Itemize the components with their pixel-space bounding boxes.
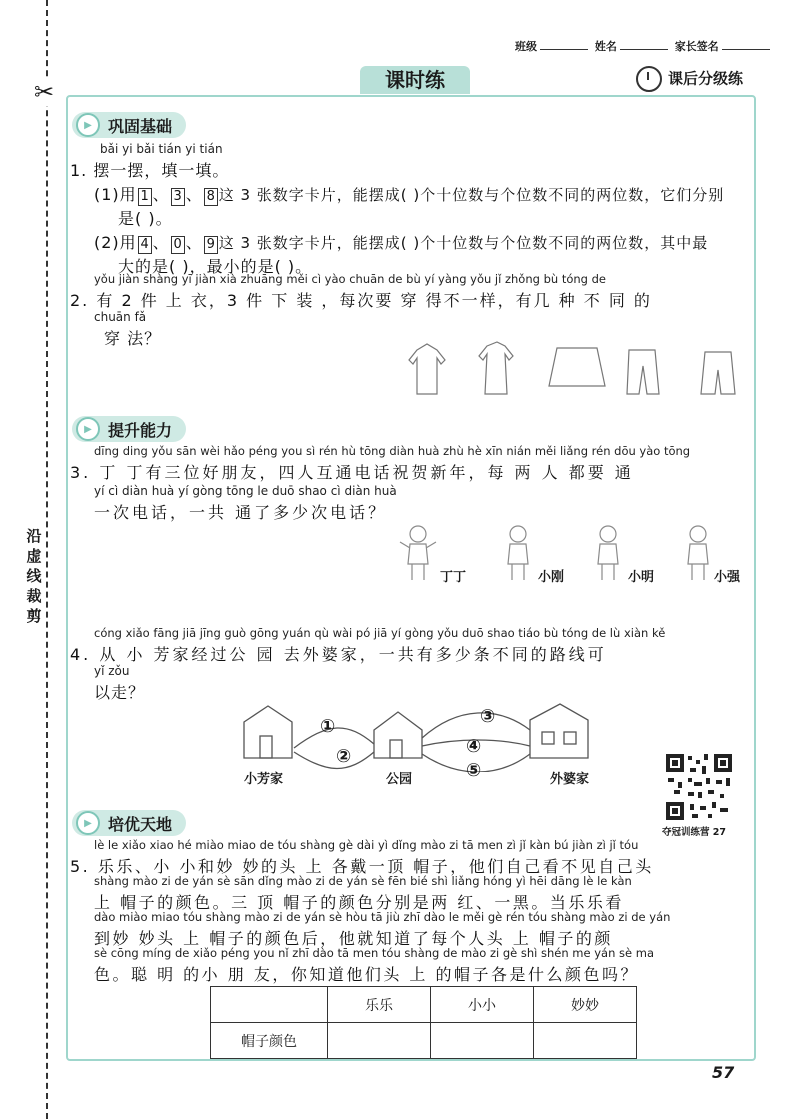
q4-line1: 4. 从 小 芳家经过公 园 去外婆家，一共有多少条不同的路线可 — [70, 645, 607, 664]
section-header-improve: ▶ 提升能力 — [72, 416, 186, 442]
class-label: 班级 — [515, 40, 537, 53]
q5-line2: 上 帽子的颜色。三 顶 帽子的颜色分别是两 红、一黑。当乐乐看 — [94, 893, 624, 912]
place-label: 外婆家 — [550, 772, 590, 787]
q5-line1: 5. 乐乐、小 小和妙 妙的头 上 各戴一顶 帽子，他们自己看不见自己头 — [70, 857, 654, 876]
place-label: 公园 — [386, 772, 413, 787]
route-map — [238, 702, 608, 772]
answer-cell[interactable] — [328, 1023, 431, 1059]
digit-card: 1 — [138, 188, 152, 206]
answer-cell[interactable] — [534, 1023, 637, 1059]
house-icon — [530, 704, 588, 758]
q1-part1-answer[interactable]: 是( )。 — [118, 209, 173, 228]
header-fields — [515, 38, 773, 54]
q1-part2: (2)用 4 、 0 、 9 这 3 张数字卡片，能摆成( )个十位数与个位数不同的两位数，其中最 — [94, 233, 709, 252]
qr-code[interactable] — [664, 752, 734, 822]
q1-part2-answer[interactable]: 大的是( )，最小的是( )。 — [118, 257, 313, 276]
class-field[interactable] — [540, 39, 588, 50]
friend-name: 小明 — [628, 570, 655, 585]
route-number: ④ — [466, 736, 482, 757]
q5-pinyin1: lè le xiǎo xiao hé miào miao de tóu shàng gè dài yì dǐng mào zi tā men zì jǐ kàn bú jiàn zì jǐ tóu — [94, 838, 639, 852]
digit-card: 4 — [138, 236, 152, 254]
row-label: 帽子颜色 — [211, 1023, 328, 1059]
q3-line1: 3. 丁 丁有三位好朋友，四人互通电话祝贺新年，每 两 人 都要 通 — [70, 463, 634, 482]
play-icon: ▶ — [76, 417, 100, 441]
alarm-clock-icon — [636, 66, 662, 92]
cut-instruction: 沿虚线裁剪 — [24, 526, 44, 626]
trousers-icon — [701, 352, 735, 394]
q2-pinyin: yǒu jiàn shàng yī jiàn xià zhuāng měi cì yào chuān de bù yí yàng yǒu jǐ zhǒng bù tóng de — [94, 272, 606, 286]
parent-label: 家长签名 — [674, 40, 719, 53]
q2-line2: 穿 法？ — [104, 329, 162, 348]
q4-pinyin2: yǐ zǒu — [94, 664, 130, 678]
friend-name: 小强 — [714, 570, 741, 585]
q5-line3: 到妙 妙头 上 帽子的颜色后，他就知道了每个人头 上 帽子的颜 — [94, 929, 613, 948]
tier-label: 课后分级练 — [636, 66, 743, 92]
q1-part1: (1)用 1 、 3 、 8 这 3 张数字卡片，能摆成( )个十位数与个位数不同的两位数，它们分别 — [94, 185, 725, 204]
table-header-cell — [211, 987, 328, 1023]
q2-line1: 2. 有 2 件 上 衣，3 件 下 装 ，每次要 穿 得不一样，有几 种 不 同 的 — [70, 291, 652, 310]
house-icon — [244, 706, 292, 758]
skirt-icon — [549, 348, 605, 386]
q2-pinyin2: chuān fǎ — [94, 310, 147, 324]
place-label: 小芳家 — [244, 772, 284, 787]
route-path — [422, 713, 530, 738]
friend-name: 丁丁 — [440, 570, 467, 585]
pants-icon — [627, 350, 659, 394]
scissors-icon: ✂ — [34, 78, 55, 106]
route-path — [294, 752, 374, 769]
digit-card: 8 — [204, 188, 218, 206]
route-number: ③ — [480, 706, 496, 727]
route-number: ② — [336, 746, 352, 767]
answer-cell[interactable] — [431, 1023, 534, 1059]
section-header-basics: ▶ 巩固基础 — [72, 112, 186, 138]
qr-caption: 夺冠训练营 27 — [662, 827, 727, 838]
play-icon: ▶ — [76, 811, 100, 835]
q4-line2: 以走？ — [94, 683, 146, 702]
house-icon — [374, 712, 422, 758]
q3-line2: 一次电话，一共 通了多少次电话？ — [94, 503, 388, 522]
table-row — [211, 987, 637, 1023]
friend-name: 小刚 — [538, 570, 565, 585]
route-number: ⑤ — [466, 760, 482, 781]
name-label: 姓名 — [594, 40, 617, 53]
q3-pinyin2: yí cì diàn huà yí gòng tōng le duō shao cì diàn huà — [94, 484, 397, 498]
q5-pinyin2: shàng mào zi de yán sè sān dǐng mào zi de yán sè fēn bié shì liǎng hóng yì hēi dāng lè le kàn — [94, 874, 632, 888]
play-icon: ▶ — [76, 113, 100, 137]
q5-line4: 色。聪 明 的小 朋 友，你知道他们头 上 的帽子各是什么颜色吗？ — [94, 965, 640, 984]
hat-color-table — [210, 986, 637, 1059]
table-row — [211, 1023, 637, 1059]
name-field[interactable] — [620, 39, 668, 50]
digit-card: 0 — [171, 236, 185, 254]
table-header-cell: 妙妙 — [534, 987, 637, 1023]
clothes-illustration — [405, 340, 750, 398]
q4-pinyin: cóng xiǎo fāng jiā jīng guò gōng yuán qù wài pó jiā yí gòng yǒu duō shao tiáo bù tóng de lù xiàn kě — [94, 626, 666, 640]
table-header-cell: 小小 — [431, 987, 534, 1023]
q3-pinyin: dīng ding yǒu sān wèi hǎo péng you sì rén hù tōng diàn huà zhù hè xīn nián měi liǎng rén dōu yào tōng — [94, 444, 691, 458]
page-number: 57 — [712, 1063, 735, 1082]
q1-stem: 1. 摆一摆，填一填。 — [70, 161, 230, 180]
section-header-advanced: ▶ 培优天地 — [72, 810, 186, 836]
q5-pinyin4: sè cōng míng de xiǎo péng you nǐ zhī dào tā men tóu shàng de mào zi gè shì shén me yán sè ma — [94, 946, 655, 960]
q5-pinyin3: dào miào miao tóu shàng mào zi de yán sè hòu tā jiù zhī dào le měi gè rén tóu shàng mào zi de yán — [94, 910, 671, 924]
digit-card: 9 — [204, 236, 218, 254]
q1-pinyin: bǎi yi bǎi tián yi tián — [100, 142, 223, 156]
parent-signature-field[interactable] — [722, 39, 770, 50]
route-number: ① — [320, 716, 336, 737]
digit-card: 3 — [171, 188, 185, 206]
table-header-cell: 乐乐 — [328, 987, 431, 1023]
cut-line — [46, 0, 48, 1119]
shirt-icon — [409, 344, 445, 394]
page-title: 课时练 — [360, 66, 470, 94]
dress-icon — [479, 342, 513, 394]
